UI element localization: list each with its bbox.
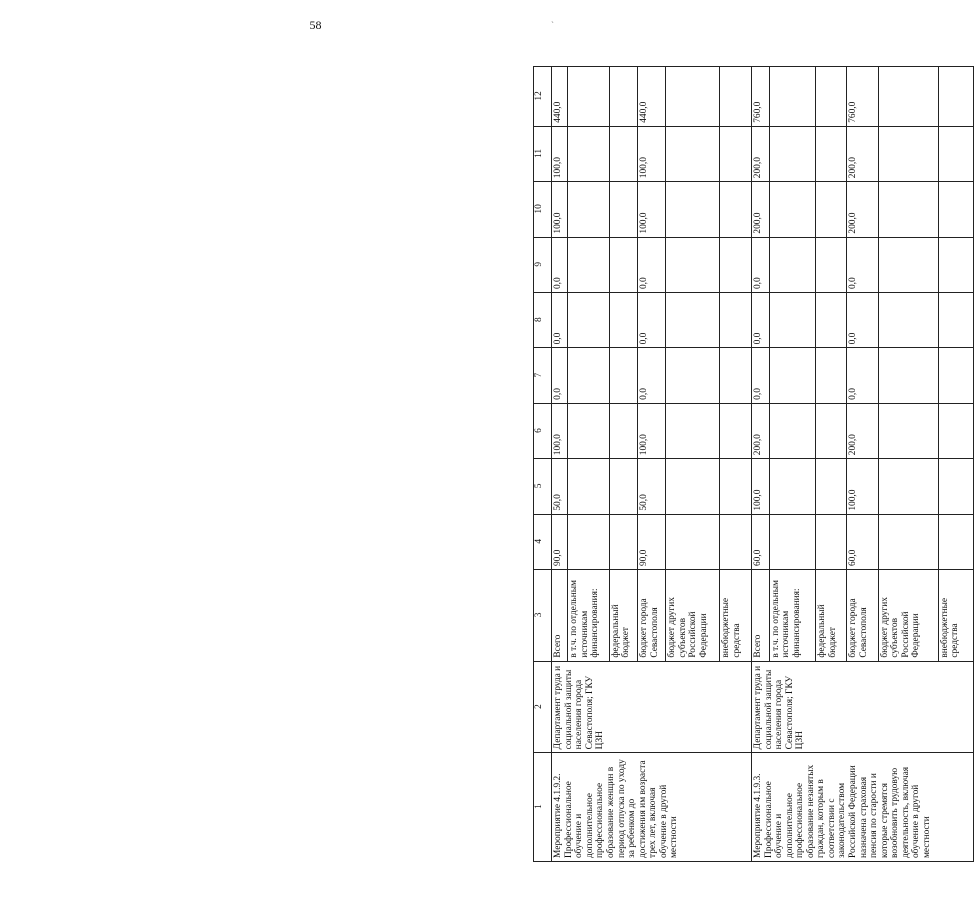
value-cell [938, 403, 973, 458]
value-cell: 100,0 [638, 403, 666, 458]
value-cell [769, 237, 815, 292]
value-cell [568, 293, 610, 348]
event-cell: Мероприятие 4.1.9.3. Профессиональное обучение и дополнительное профессиональное образование незанятых граждан, которым в соответствии с законодательством Российской Федерации назначена страховая пенсия по старости и которые стремятся возобновить трудовую деятельность, включая обучение в другой местности [752, 753, 974, 862]
value-cell: 100,0 [552, 126, 568, 181]
value-cell [609, 237, 637, 292]
value-cell [878, 403, 938, 458]
value-cell [568, 237, 610, 292]
value-cell [816, 403, 847, 458]
value-cell [720, 182, 752, 237]
value-cell [769, 514, 815, 569]
value-cell [568, 126, 610, 181]
column-header: 2 [534, 661, 552, 753]
source-cell: Всего [552, 570, 568, 662]
source-cell: в т.ч. по отдельным источникам финансирования: [769, 570, 815, 662]
value-cell [609, 348, 637, 403]
value-cell [666, 237, 720, 292]
value-cell [816, 237, 847, 292]
value-cell [769, 403, 815, 458]
value-cell [609, 182, 637, 237]
value-cell [720, 293, 752, 348]
value-cell [938, 514, 973, 569]
source-cell: внебюджетные средства [720, 570, 752, 662]
value-cell [878, 182, 938, 237]
value-cell [609, 293, 637, 348]
value-cell [720, 67, 752, 127]
value-cell: 100,0 [752, 459, 770, 514]
column-header: 6 [534, 403, 552, 458]
column-header: 9 [534, 237, 552, 292]
table-row [752, 67, 770, 862]
value-cell [938, 67, 973, 127]
value-cell [878, 237, 938, 292]
value-cell: 0,0 [552, 293, 568, 348]
scan-speck: ` [551, 20, 554, 30]
value-cell [609, 459, 637, 514]
value-cell [878, 293, 938, 348]
value-cell: 90,0 [552, 514, 568, 569]
source-cell: Всего [752, 570, 770, 662]
value-cell: 0,0 [638, 293, 666, 348]
column-header: 3 [534, 570, 552, 662]
value-cell: 100,0 [552, 182, 568, 237]
value-cell [609, 403, 637, 458]
value-cell: 0,0 [752, 237, 770, 292]
value-cell [816, 459, 847, 514]
column-header: 8 [534, 293, 552, 348]
value-cell: 100,0 [638, 182, 666, 237]
value-cell [720, 514, 752, 569]
value-cell [609, 126, 637, 181]
value-cell [568, 348, 610, 403]
source-cell: бюджет других субъектов Российской Федерации [878, 570, 938, 662]
value-cell [816, 126, 847, 181]
value-cell [878, 348, 938, 403]
value-cell [666, 67, 720, 127]
value-cell [720, 459, 752, 514]
value-cell [878, 126, 938, 181]
value-cell [568, 67, 610, 127]
value-cell: 50,0 [638, 459, 666, 514]
column-header: 4 [534, 514, 552, 569]
value-cell [878, 459, 938, 514]
value-cell [816, 348, 847, 403]
value-cell [816, 67, 847, 127]
value-cell [816, 514, 847, 569]
value-cell [666, 403, 720, 458]
column-header: 11 [534, 126, 552, 181]
value-cell [720, 126, 752, 181]
value-cell: 0,0 [847, 293, 878, 348]
value-cell [666, 348, 720, 403]
value-cell [666, 126, 720, 181]
executor-cell: Департамент труда и социальной защиты населения города Севастополя; ГКУ ЦЗН [552, 661, 752, 753]
source-cell: федеральный бюджет [816, 570, 847, 662]
table-row [552, 67, 568, 862]
value-cell: 60,0 [752, 514, 770, 569]
header-row [534, 67, 552, 862]
value-cell: 200,0 [752, 182, 770, 237]
value-cell [568, 403, 610, 458]
value-cell: 100,0 [552, 403, 568, 458]
value-cell [878, 514, 938, 569]
value-cell [568, 182, 610, 237]
value-cell: 100,0 [638, 126, 666, 181]
value-cell: 760,0 [752, 67, 770, 127]
value-cell: 200,0 [752, 403, 770, 458]
column-header: 1 [534, 753, 552, 862]
value-cell [938, 182, 973, 237]
value-cell [769, 293, 815, 348]
value-cell: 200,0 [847, 126, 878, 181]
column-header: 12 [534, 67, 552, 127]
value-cell: 0,0 [638, 348, 666, 403]
value-cell [769, 459, 815, 514]
value-cell: 60,0 [847, 514, 878, 569]
column-header: 10 [534, 182, 552, 237]
value-cell: 0,0 [752, 293, 770, 348]
page-number: 58 [309, 18, 322, 32]
financing-table [533, 66, 974, 862]
value-cell [938, 348, 973, 403]
value-cell: 760,0 [847, 67, 878, 127]
value-cell [878, 67, 938, 127]
value-cell [769, 348, 815, 403]
value-cell: 50,0 [552, 459, 568, 514]
source-cell: бюджет города Севастополя [638, 570, 666, 662]
value-cell [720, 348, 752, 403]
column-header: 7 [534, 348, 552, 403]
executor-cell: Департамент труда и социальной защиты населения города Севастополя; ГКУ ЦЗН [752, 661, 974, 753]
value-cell [769, 67, 815, 127]
value-cell: 200,0 [752, 126, 770, 181]
value-cell: 0,0 [847, 348, 878, 403]
value-cell: 0,0 [552, 348, 568, 403]
value-cell [938, 237, 973, 292]
value-cell: 0,0 [752, 348, 770, 403]
value-cell [769, 126, 815, 181]
value-cell: 200,0 [847, 403, 878, 458]
value-cell [816, 293, 847, 348]
value-cell [666, 514, 720, 569]
value-cell: 440,0 [552, 67, 568, 127]
value-cell [938, 293, 973, 348]
source-cell: федеральный бюджет [609, 570, 637, 662]
source-cell: бюджет города Севастополя [847, 570, 878, 662]
value-cell [769, 182, 815, 237]
source-cell: бюджет других субъектов Российской Федерации [666, 570, 720, 662]
value-cell [568, 459, 610, 514]
value-cell: 0,0 [638, 237, 666, 292]
value-cell [938, 459, 973, 514]
value-cell [609, 67, 637, 127]
value-cell [938, 126, 973, 181]
value-cell: 100,0 [847, 459, 878, 514]
value-cell [816, 182, 847, 237]
source-cell: в т.ч. по отдельным источникам финансирования: [568, 570, 610, 662]
value-cell: 90,0 [638, 514, 666, 569]
column-header: 5 [534, 459, 552, 514]
value-cell [666, 459, 720, 514]
value-cell: 200,0 [847, 182, 878, 237]
event-cell: Мероприятие 4.1.9.2. Профессиональное обучение и дополнительное профессиональное образование женщин в период отпуска по уходу за ребенком до достижения им возраста трех лет, включая обучение в другой местности [552, 753, 752, 862]
value-cell [666, 293, 720, 348]
rotated-table-wrapper [533, 66, 974, 862]
value-cell [666, 182, 720, 237]
value-cell [720, 237, 752, 292]
value-cell: 0,0 [847, 237, 878, 292]
value-cell [720, 403, 752, 458]
value-cell: 440,0 [638, 67, 666, 127]
value-cell [568, 514, 610, 569]
value-cell: 0,0 [552, 237, 568, 292]
source-cell: внебюджетные средства [938, 570, 973, 662]
value-cell [609, 514, 637, 569]
